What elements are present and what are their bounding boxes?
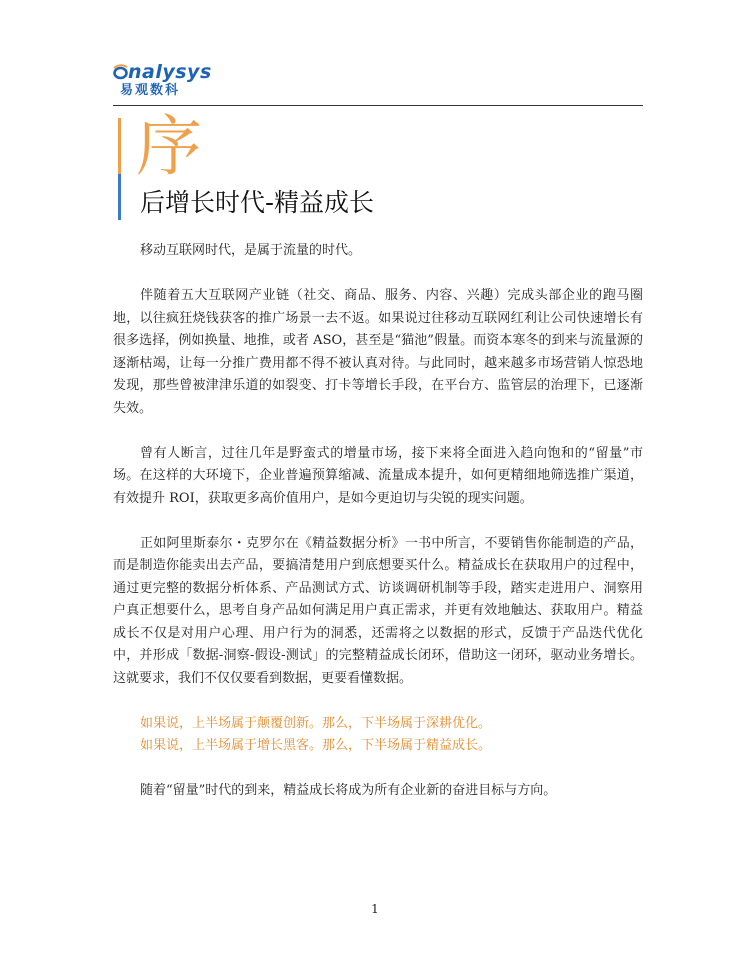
company-logo <box>113 62 212 99</box>
body-text <box>113 240 643 825</box>
header-divider <box>113 105 643 106</box>
paragraph: 移动互联网时代，是属于流量的时代。 <box>140 243 362 258</box>
highlight-line: 如果说，上半场属于颠覆创新。那么，下半场属于深耕优化。 <box>140 715 492 731</box>
logo-a-swoosh-icon <box>113 64 128 80</box>
title-accent-bar-blue <box>118 174 121 220</box>
logo-text-en: nalysys <box>128 61 212 83</box>
paragraph: 曾有人断言，过往几年是野蛮式的增量市场，接下来将全面进入趋向饱和的“留量”市场。在这样的大环境下，企业普遍预算缩减、流量成本提升，如何更精细地筛选推广渠道，有效提升 ROI，获取更多高价值用户，是如今更迫切与尖锐的现实问题。 <box>113 445 643 506</box>
chapter-label: 序 <box>136 108 202 185</box>
paragraph: 正如阿里斯泰尔・克罗尔在《精益数据分析》一书中所言，不要销售你能制造的产品，而是制造你能卖出去产品，要搞清楚用户到底想要买什么。精益成长在获取用户的过程中，通过更完整的数据分析体系、产品测试方式、访谈调研机制等手段，踏实走进用户、洞察用户真正想要什么，思考自身产品如何满足用户真正需求，并更有效地触达、获取用户。精益成长不仅是对用户心理、用户行为的洞悉，还需将之以数据的形式，反馈于产品迭代优化中，并形成「数据-洞察-假设-测试」的完整精益成长闭环，借助这一闭环，驱动业务增长。这就要求，我们不仅仅要看到数据，更要看懂数据。 <box>113 535 643 686</box>
closing-paragraph: 随着“留量”时代的到来，精益成长将成为所有企业新的奋进目标与方向。 <box>140 783 557 798</box>
highlight-line: 如果说，上半场属于增长黑客。那么，下半场属于精益成长。 <box>140 738 492 753</box>
chapter-title: 后增长时代-精益成长 <box>140 188 375 217</box>
logo-text-cn: 易观数科 <box>120 83 181 98</box>
paragraph: 伴随着五大互联网产业链（社交、商品、服务、内容、兴趣）完成头部企业的跑马圈地，以往疯狂烧钱获客的推广场景一去不返。如果说过往移动互联网红利让公司快速增长有很多选择，例如换量、地推，或者 ASO，甚至是“猫池”假量。而资本寒冬的到来与流量源的逐渐枯竭，让每一分推广费用都不得不被认真对待。与此同时，越来越多市场营销人惊恐地发现，那些曾被津津乐道的如裂变、打卡等增长手段，在平台方、监管层的治理下，已逐渐失效。 <box>113 288 643 416</box>
title-accent-bar-orange <box>118 118 121 174</box>
logo-wordmark <box>113 62 212 82</box>
page-number: 1 <box>371 902 379 916</box>
